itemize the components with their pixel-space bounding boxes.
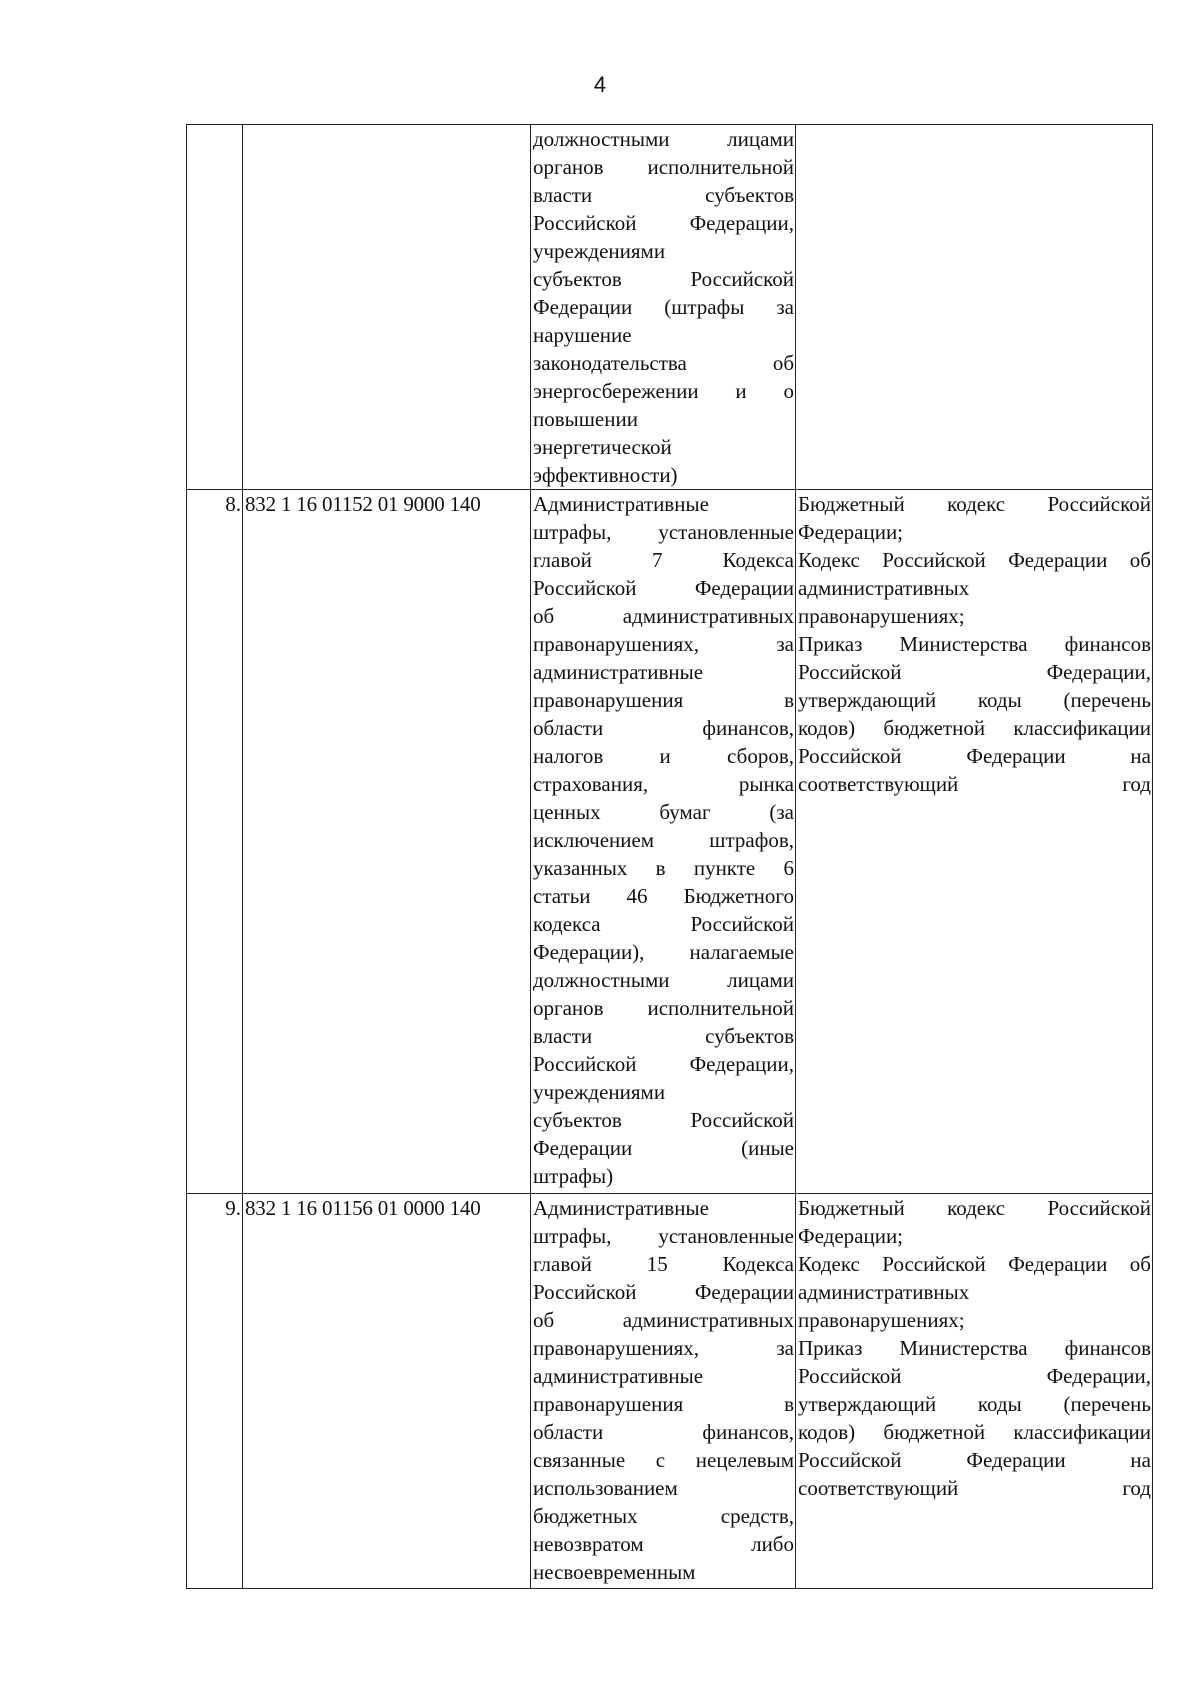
text-line: административные [533, 1364, 704, 1388]
text-line: страхования, рынка [533, 772, 794, 796]
text-line: власти субъектов [533, 183, 794, 207]
text-line: утверждающий коды (перечень [798, 688, 1151, 712]
text-line: правонарушениях; [798, 1308, 965, 1332]
revenue-name-cell [531, 490, 796, 1194]
text-line: Федерации; [798, 520, 904, 544]
revenue-code-cell [243, 125, 531, 490]
text-line: кодекса Российской [533, 912, 794, 936]
text-line: штрафы, установленные [533, 1224, 794, 1248]
text-line: органов исполнительной [533, 996, 794, 1020]
legal-basis-cell [796, 1194, 1153, 1589]
text-line: Федерации), налагаемые [533, 940, 794, 964]
text-line: Административные [533, 1196, 709, 1220]
text-line: учреждениями [533, 239, 666, 263]
text-line: Федерации (штрафы за [533, 295, 794, 319]
text-line: должностными лицами [533, 127, 794, 151]
text-line: Кодекс Российской Федерации об [798, 1252, 1151, 1276]
text-line: органов исполнительной [533, 155, 794, 179]
text-line: утверждающий коды (перечень [798, 1392, 1151, 1416]
text-line: энергетической [533, 435, 672, 459]
text-line: использованием [533, 1476, 678, 1500]
text-line: области финансов, [533, 1420, 794, 1444]
text-line: субъектов Российской [533, 1108, 794, 1132]
text-line: энергосбережении и о [533, 379, 794, 403]
text-line: субъектов Российской [533, 267, 794, 291]
text-line: об административных [533, 1308, 794, 1332]
text-line: исключением штрафов, [533, 828, 794, 852]
text-line: правонарушениях; [798, 604, 965, 628]
text-line: правонарушениях, за [533, 632, 794, 656]
text-line: Российской Федерации на [798, 1448, 1151, 1472]
text-line: бюджетных средств, [533, 1504, 794, 1528]
text-line: указанных в пункте 6 [533, 856, 794, 880]
text-line: главой 7 Кодекса [533, 548, 794, 572]
text-line: соответствующий год [798, 772, 1151, 796]
row-number-cell [187, 125, 243, 490]
revenue-code-cell: 832 1 16 01152 01 9000 140 [243, 490, 531, 1194]
text-line: Российской Федерации на [798, 744, 1151, 768]
revenue-code-cell: 832 1 16 01156 01 0000 140 [243, 1194, 531, 1589]
text-line: Кодекс Российской Федерации об [798, 548, 1151, 572]
row-number-cell: 8. [187, 490, 243, 1194]
table-row [187, 1194, 1153, 1589]
text-line: соответствующий год [798, 1476, 1151, 1500]
text-line: налогов и сборов, [533, 744, 794, 768]
text-line: административных [798, 1280, 970, 1304]
revenue-name-cell [531, 1194, 796, 1589]
text-line: Российской Федерации, [533, 1052, 794, 1076]
table-row [187, 125, 1153, 490]
text-line: Бюджетный кодекс Российской [798, 1196, 1151, 1220]
row-number-cell: 9. [187, 1194, 243, 1589]
text-line: административных [798, 576, 970, 600]
text-line: об административных [533, 604, 794, 628]
text-line: несвоевременным [533, 1560, 696, 1584]
text-line: статьи 46 Бюджетного [533, 884, 794, 908]
text-line: главой 15 Кодекса [533, 1252, 794, 1276]
legal-basis-cell [796, 125, 1153, 490]
text-line: штрафы) [533, 1164, 614, 1188]
text-line: кодов) бюджетной классификации [798, 1420, 1151, 1444]
text-line: правонарушения в [533, 1392, 794, 1416]
text-line: штрафы, установленные [533, 520, 794, 544]
text-line: Приказ Министерства финансов [798, 632, 1151, 656]
table-row [187, 490, 1153, 1194]
text-line: связанные с нецелевым [533, 1448, 794, 1472]
text-line: правонарушения в [533, 688, 794, 712]
text-line: эффективности) [533, 463, 678, 487]
text-line: нарушение [533, 323, 632, 347]
text-line: законодательства об [533, 351, 794, 375]
text-line: Российской Федерации, [533, 211, 794, 235]
text-line: Приказ Министерства финансов [798, 1336, 1151, 1360]
text-line: административные [533, 660, 704, 684]
text-line: повышении [533, 407, 638, 431]
text-line: Бюджетный кодекс Российской [798, 492, 1151, 516]
text-line: правонарушениях, за [533, 1336, 794, 1360]
legal-basis-cell [796, 490, 1153, 1194]
text-line: кодов) бюджетной классификации [798, 716, 1151, 740]
text-line: Российской Федерации [533, 576, 794, 600]
text-line: должностными лицами [533, 968, 794, 992]
page-number: 4 [593, 72, 607, 97]
revenue-codes-table [186, 124, 1153, 1589]
text-line: Федерации (иные [533, 1136, 794, 1160]
text-line: Российской Федерации [533, 1280, 794, 1304]
text-line: ценных бумаг (за [533, 800, 794, 824]
text-line: учреждениями [533, 1080, 666, 1104]
text-line: Административные [533, 492, 709, 516]
text-line: Российской Федерации, [798, 1364, 1151, 1388]
text-line: власти субъектов [533, 1024, 794, 1048]
revenue-name-cell [531, 125, 796, 490]
text-line: Российской Федерации, [798, 660, 1151, 684]
text-line: области финансов, [533, 716, 794, 740]
text-line: невозвратом либо [533, 1532, 794, 1556]
text-line: Федерации; [798, 1224, 904, 1248]
